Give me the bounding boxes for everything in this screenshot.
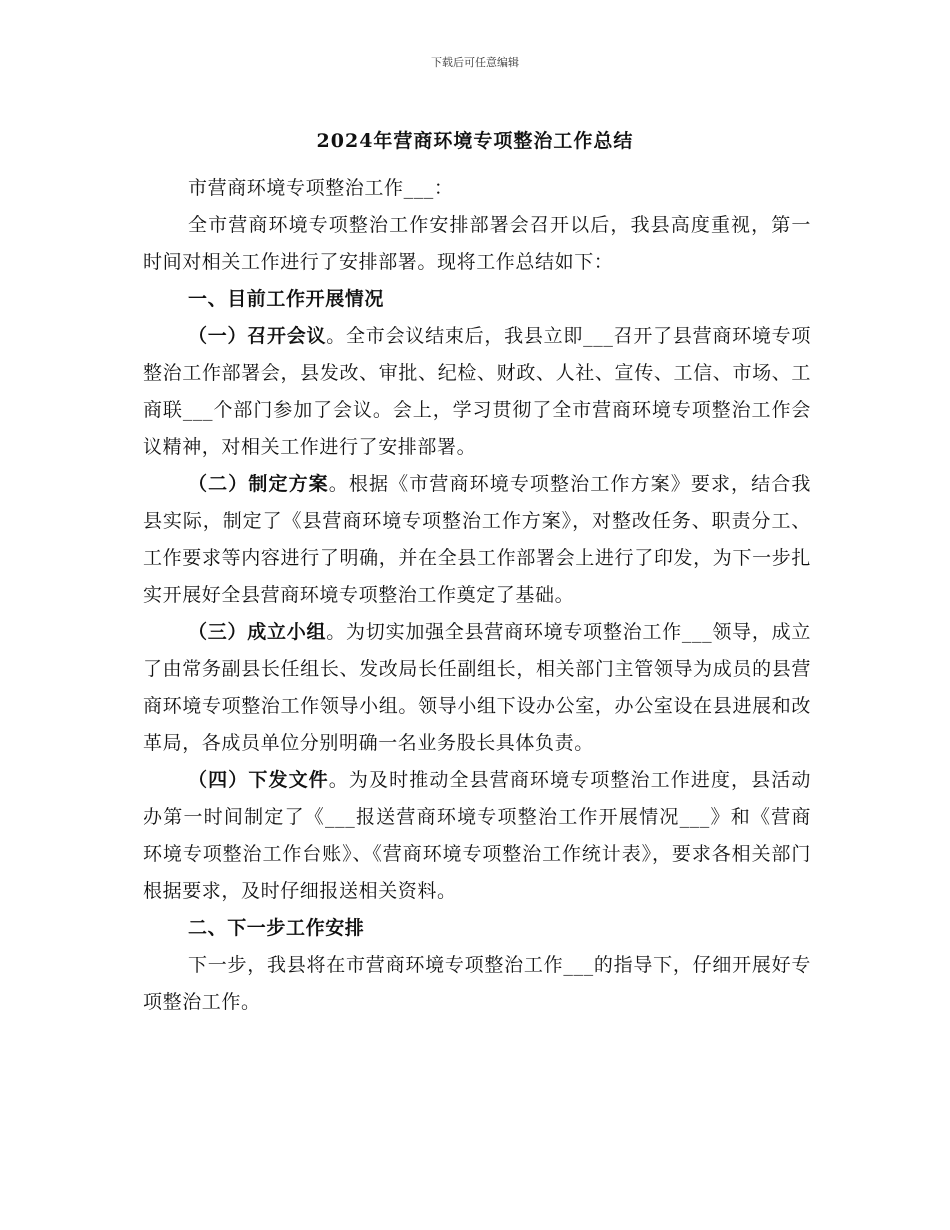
document-title: 2024年营商环境专项整治工作总结 xyxy=(316,130,634,152)
item-1-lead: （一）召开会议 xyxy=(188,325,327,347)
section-2-heading: 二、下一步工作安排 xyxy=(188,917,365,939)
item-4-text: 。为及时推动全县营商环境专项整治工作进度，县活动办第一时间制定了《___报送营商环境专项整治工作开展情况___》和《营商环境专项整治工作台账》、《营商环境专项整治工作统计表》，要求各相关部门根据要求，及时仔细报送相关资料。 xyxy=(143,769,811,902)
page-header-note: 下载后可任意编辑 xyxy=(431,56,519,69)
salutation: 市营商环境专项整治工作___： xyxy=(188,177,454,199)
item-3-paragraph xyxy=(143,614,811,762)
section-1-heading: 一、目前工作开展情况 xyxy=(188,288,385,310)
item-1-text: 。全市会议结束后，我县立即___召开了县营商环境专项整治工作部署会，县发改、审批、纪检、财政、人社、宣传、工信、市场、工商联___个部门参加了会议。会上，学习贯彻了全市营商环境专项整治工作会议精神，对相关工作进行了安排部署。 xyxy=(143,325,811,458)
item-3-text: 。为切实加强全县营商环境专项整治工作___领导，成立了由常务副县长任组长、发改局长任副组长，相关部门主管领导为成员的县营商环境专项整治工作领导小组。领导小组下设办公室，办公室设在县进展和改革局，各成员单位分别明确一名业务股长具体负责。 xyxy=(143,621,811,754)
item-4-lead: （四）下发文件 xyxy=(188,769,329,791)
section-2-paragraph: 下一步，我县将在市营商环境专项整治工作___的指导下，仔细开展好专项整治工作。 xyxy=(143,954,811,1013)
item-1-paragraph xyxy=(143,318,811,466)
item-2-lead: （二）制定方案 xyxy=(188,473,329,495)
item-2-text: 。根据《市营商环境专项整治工作方案》要求，结合我县实际，制定了《县营商环境专项整治工作方案》，对整改任务、职责分工、工作要求等内容进行了明确，并在全县工作部署会上进行了印发，为下一步扎实开展好全县营商环境专项整治工作奠定了基础。 xyxy=(143,473,811,606)
item-2-paragraph xyxy=(143,466,811,614)
intro-paragraph: 全市营商环境专项整治工作安排部署会召开以后，我县高度重视，第一时间对相关工作进行了安排部署。现将工作总结如下： xyxy=(143,214,811,273)
document-body xyxy=(143,170,811,1021)
item-4-paragraph xyxy=(143,762,811,910)
item-3-lead: （三）成立小组 xyxy=(188,621,327,643)
